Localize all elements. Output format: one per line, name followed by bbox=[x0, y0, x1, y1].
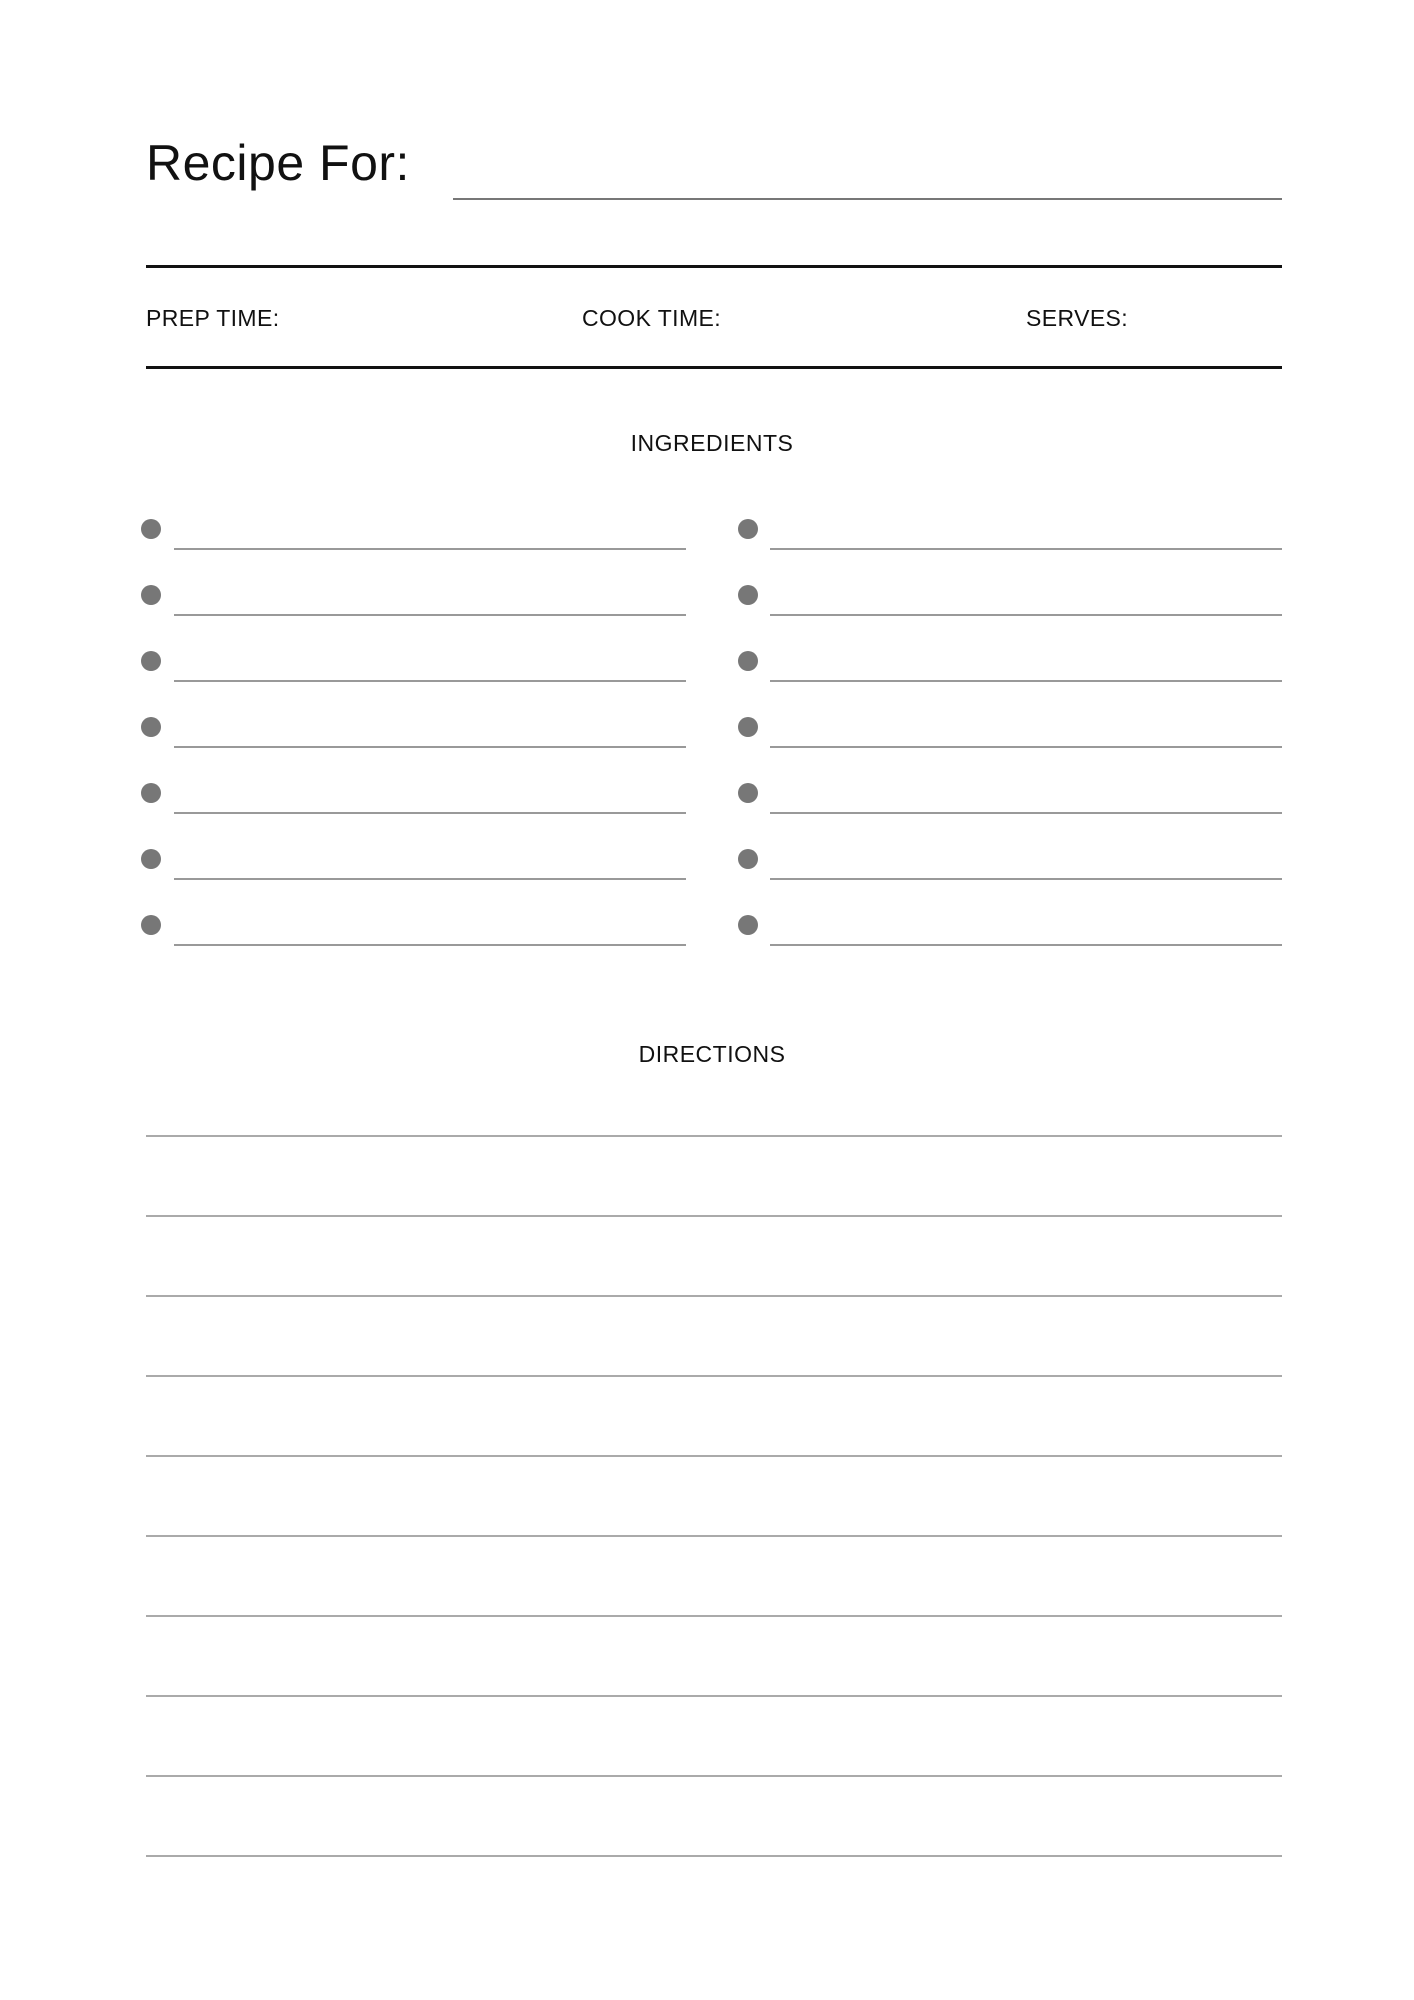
direction-line[interactable] bbox=[146, 1695, 1282, 1697]
direction-line[interactable] bbox=[146, 1535, 1282, 1537]
cook-time-label: COOK TIME: bbox=[582, 305, 722, 331]
page-title: Recipe For: bbox=[146, 135, 410, 191]
bullet-icon bbox=[141, 849, 161, 869]
top-divider bbox=[146, 265, 1282, 268]
ingredient-line[interactable] bbox=[174, 614, 686, 616]
bullet-icon bbox=[738, 651, 758, 671]
ingredients-heading: INGREDIENTS bbox=[630, 430, 794, 456]
bullet-icon bbox=[141, 783, 161, 803]
bullet-icon bbox=[141, 585, 161, 605]
direction-line[interactable] bbox=[146, 1295, 1282, 1297]
ingredient-line[interactable] bbox=[770, 812, 1282, 814]
ingredient-line[interactable] bbox=[174, 812, 686, 814]
ingredient-line[interactable] bbox=[770, 944, 1282, 946]
ingredient-line[interactable] bbox=[770, 548, 1282, 550]
bullet-icon bbox=[141, 651, 161, 671]
bullet-icon bbox=[141, 717, 161, 737]
direction-line[interactable] bbox=[146, 1135, 1282, 1137]
direction-line[interactable] bbox=[146, 1215, 1282, 1217]
bullet-icon bbox=[738, 585, 758, 605]
ingredient-line[interactable] bbox=[174, 944, 686, 946]
bullet-icon bbox=[738, 849, 758, 869]
bullet-icon bbox=[141, 519, 161, 539]
bullet-icon bbox=[141, 915, 161, 935]
directions-heading: DIRECTIONS bbox=[638, 1041, 786, 1067]
meta-divider bbox=[146, 366, 1282, 369]
ingredient-line[interactable] bbox=[174, 548, 686, 550]
bullet-icon bbox=[738, 915, 758, 935]
bullet-icon bbox=[738, 717, 758, 737]
ingredient-line[interactable] bbox=[174, 680, 686, 682]
direction-line[interactable] bbox=[146, 1775, 1282, 1777]
direction-line[interactable] bbox=[146, 1615, 1282, 1617]
serves-label: SERVES: bbox=[1026, 305, 1129, 331]
ingredient-line[interactable] bbox=[770, 878, 1282, 880]
prep-time-label: PREP TIME: bbox=[146, 305, 280, 331]
ingredient-line[interactable] bbox=[770, 746, 1282, 748]
recipe-name-field[interactable] bbox=[453, 198, 1282, 200]
ingredient-line[interactable] bbox=[174, 746, 686, 748]
direction-line[interactable] bbox=[146, 1375, 1282, 1377]
ingredient-line[interactable] bbox=[174, 878, 686, 880]
direction-line[interactable] bbox=[146, 1455, 1282, 1457]
ingredient-line[interactable] bbox=[770, 680, 1282, 682]
bullet-icon bbox=[738, 519, 758, 539]
bullet-icon bbox=[738, 783, 758, 803]
ingredient-line[interactable] bbox=[770, 614, 1282, 616]
direction-line[interactable] bbox=[146, 1855, 1282, 1857]
